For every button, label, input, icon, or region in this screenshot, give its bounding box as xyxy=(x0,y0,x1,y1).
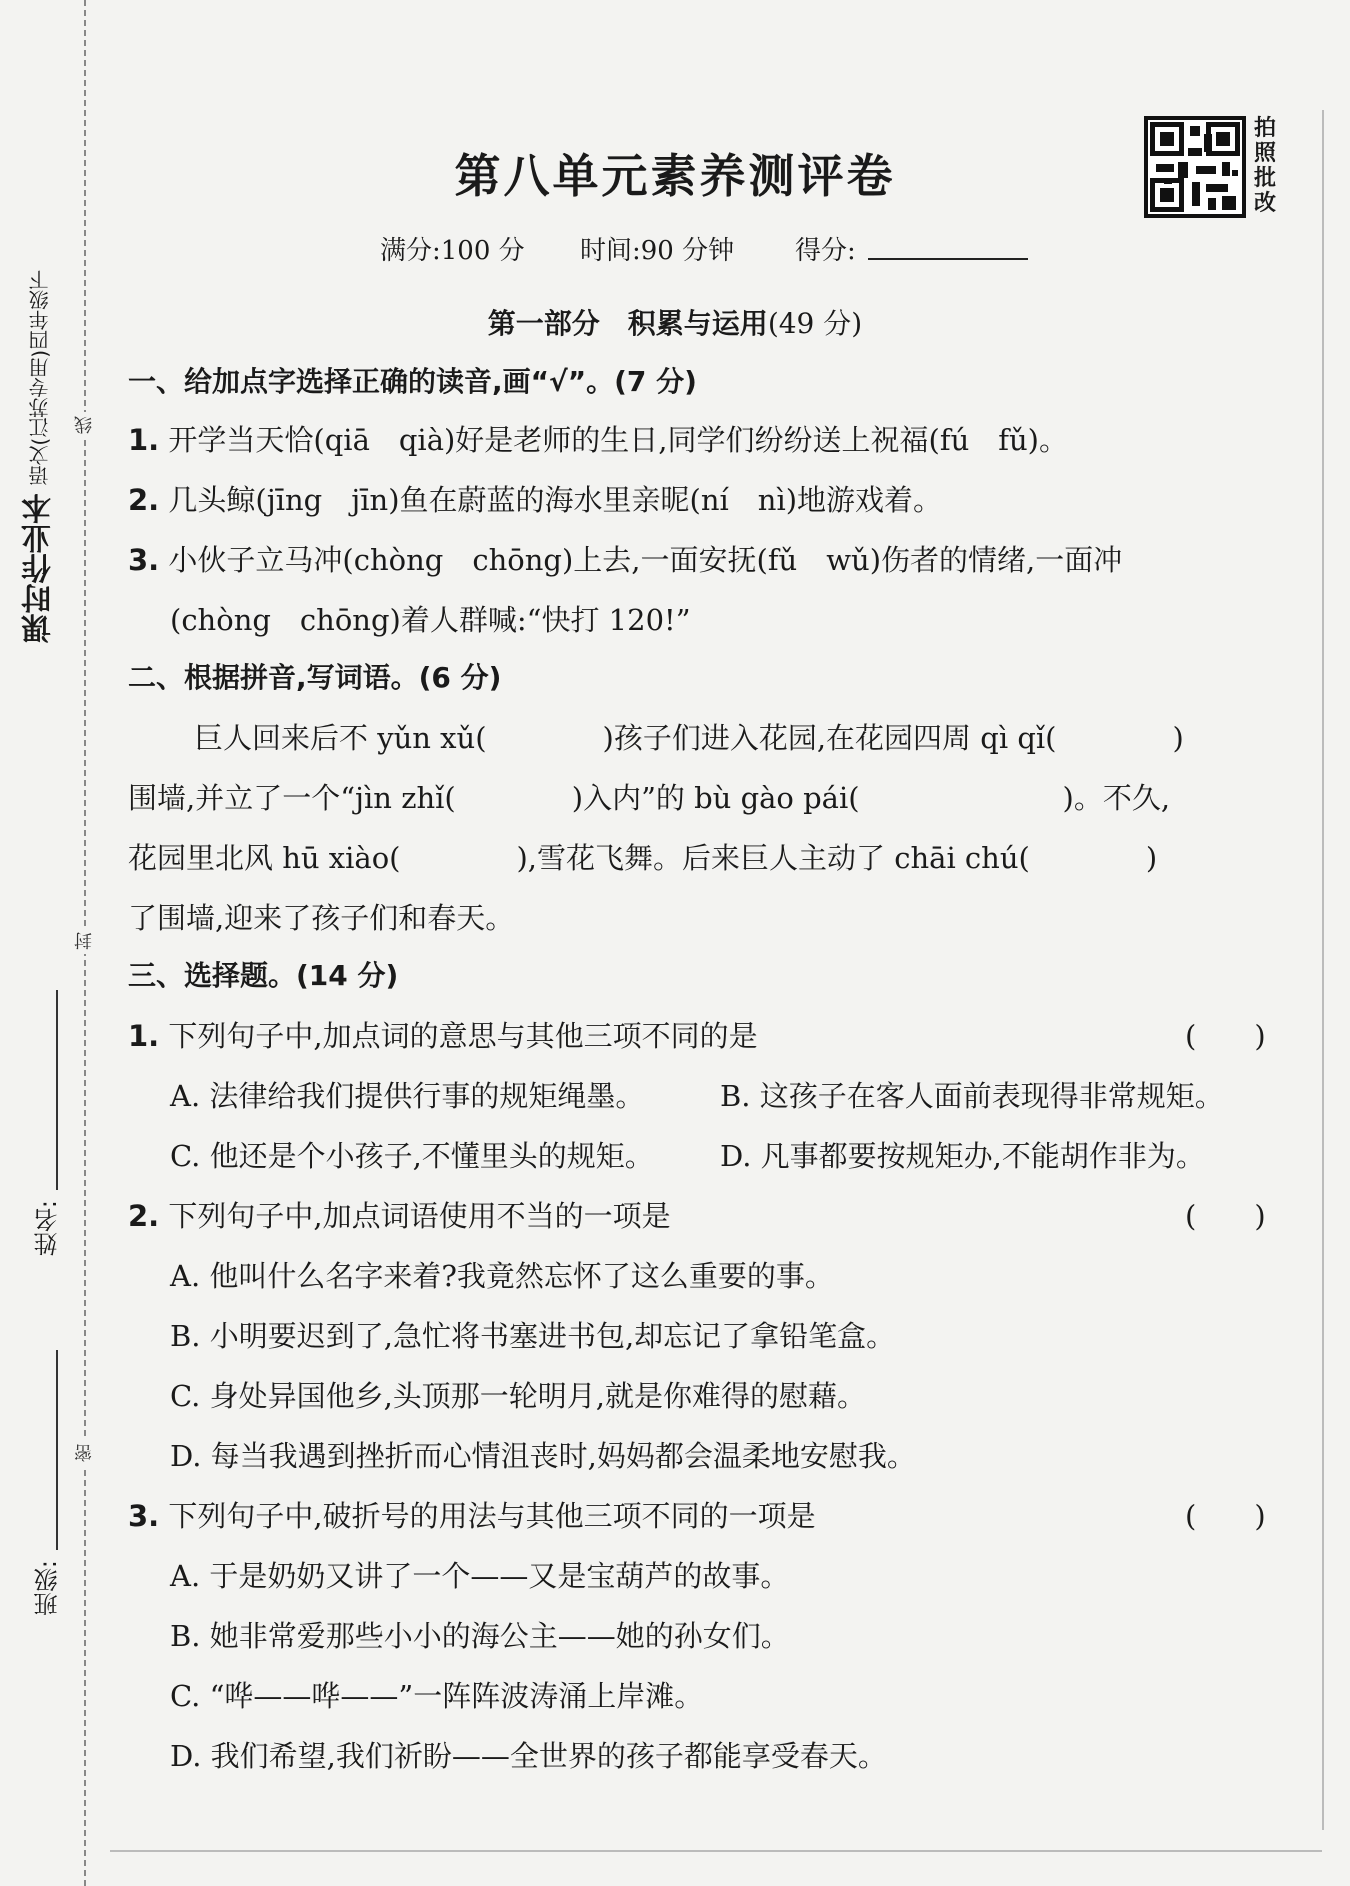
seal-word-seal: 封 xyxy=(72,928,98,954)
score-label: 得分: xyxy=(795,236,856,266)
full-score: 满分:100 分 xyxy=(380,236,525,266)
seal-word-line: 线 xyxy=(72,412,98,438)
s1-q1[interactable] xyxy=(128,418,1068,459)
series-title: 课时作业本 xyxy=(22,493,57,644)
s3-q3-option-d[interactable]: D. 我们希望,我们祈盼——全世界的孩子都能享受春天。 xyxy=(170,1739,887,1773)
s3-q1-option-a[interactable]: A. 法律给我们提供行事的规矩绳墨。 xyxy=(170,1079,645,1113)
s3-q3-option-a[interactable]: A. 于是奶奶又讲了一个——又是宝葫芦的故事。 xyxy=(170,1559,790,1593)
s1-q2[interactable] xyxy=(128,478,942,519)
name-blank-line[interactable] xyxy=(56,990,58,1190)
class-label: 班级: xyxy=(34,1560,62,1617)
section2-heading: 二、根据拼音,写词语。(6 分) xyxy=(128,661,502,694)
s1-q3-continued[interactable]: (chòng chōng)着人群喊:“快打 120!” xyxy=(170,603,691,637)
s3-q3-stem xyxy=(128,1494,816,1535)
section1-heading: 一、给加点字选择正确的读音,画“√”。(7 分) xyxy=(128,365,697,398)
s3-q2-option-c[interactable]: C. 身处异国他乡,头顶那一轮明月,就是你难得的慰藉。 xyxy=(170,1379,867,1413)
seal-word-secret: 密 xyxy=(72,1440,98,1466)
right-border xyxy=(1322,110,1324,1830)
s2-line-3[interactable]: 花园里北风 hū xiào( ),雪花飞舞。后来巨人主动了 chāi chú( ) xyxy=(128,841,1158,875)
part-title xyxy=(0,302,1350,342)
s3-q1-option-b[interactable]: B. 这孩子在客人面前表现得非常规矩。 xyxy=(720,1079,1224,1113)
s3-q2-option-a[interactable]: A. 他叫什么名字来着?我竟然忘怀了这么重要的事。 xyxy=(170,1259,834,1293)
s2-line-4: 了围墙,迎来了孩子们和春天。 xyxy=(128,901,515,935)
question-text: 下列句子中,加点词语使用不当的一项是 xyxy=(168,1199,671,1233)
question-number: 1. xyxy=(128,423,160,457)
s3-q1-option-c[interactable]: C. 他还是个小孩子,不懂里头的规矩。 xyxy=(170,1139,654,1173)
name-label: 姓名: xyxy=(34,1200,62,1257)
question-number: 3. xyxy=(128,543,160,577)
s3-q2-option-d[interactable]: D. 每当我遇到挫折而心情沮丧时,妈妈都会温柔地安慰我。 xyxy=(170,1439,916,1473)
answer-bracket[interactable]: ( ) xyxy=(1185,1199,1266,1233)
s2-line-2[interactable]: 围墙,并立了一个“jìn zhǐ( )入内”的 bù gào pái( )。不久, xyxy=(128,781,1171,815)
part-title-text: 第一部分 积累与运用 xyxy=(487,307,768,340)
s3-q1-stem xyxy=(128,1014,758,1055)
score-blank[interactable] xyxy=(868,258,1028,260)
s3-q3-option-b[interactable]: B. 她非常爱那些小小的海公主——她的孙女们。 xyxy=(170,1619,790,1653)
bottom-border xyxy=(110,1850,1322,1852)
question-number: 2. xyxy=(128,1199,160,1233)
question-text: 下列句子中,破折号的用法与其他三项不同的一项是 xyxy=(168,1499,816,1533)
time-limit: 时间:90 分钟 xyxy=(580,236,735,266)
s3-q1-option-d[interactable]: D. 凡事都要按规矩办,不能胡作非为。 xyxy=(720,1139,1205,1173)
s2-line-1[interactable]: 巨人回来后不 yǔn xǔ( )孩子们进入花园,在花园四周 qì qǐ( ) xyxy=(194,721,1184,755)
page-title: 第八单元素养测评卷 xyxy=(454,149,896,203)
question-text: 开学当天恰(qiā qià)好是老师的生日,同学们纷纷送上祝福(fú fǔ)。 xyxy=(168,423,1068,457)
binding-margin xyxy=(0,0,110,1886)
s3-q2-option-b[interactable]: B. 小明要迟到了,急忙将书塞进书包,却忘记了拿铅笔盒。 xyxy=(170,1319,896,1353)
question-text: 几头鲸(jīng jīn)鱼在蔚蓝的海水里亲昵(ní nì)地游戏着。 xyxy=(168,483,943,517)
s3-q3-option-c[interactable]: C. “哗——哗——”一阵阵波涛涌上岸滩。 xyxy=(170,1679,704,1713)
question-number: 1. xyxy=(128,1019,160,1053)
question-text: 小伙子立马冲(chòng chōng)上去,一面安抚(fǔ wǔ)伤者的情绪,一面冲 xyxy=(168,543,1123,577)
qr-label: 拍照批改 xyxy=(1253,116,1276,216)
question-text: 下列句子中,加点词的意思与其他三项不同的是 xyxy=(168,1019,758,1053)
answer-bracket[interactable]: ( ) xyxy=(1185,1019,1266,1053)
s1-q3[interactable] xyxy=(128,538,1122,579)
series-subtitle: 语文(江苏专用)四年级下 xyxy=(28,270,52,486)
class-blank-line[interactable] xyxy=(56,1350,58,1550)
s3-q2-stem xyxy=(128,1194,671,1235)
part-points: (49 分) xyxy=(767,307,863,340)
question-number: 3. xyxy=(128,1499,160,1533)
section3-heading: 三、选择题。(14 分) xyxy=(128,959,399,992)
answer-bracket[interactable]: ( ) xyxy=(1185,1499,1266,1533)
question-number: 2. xyxy=(128,483,160,517)
